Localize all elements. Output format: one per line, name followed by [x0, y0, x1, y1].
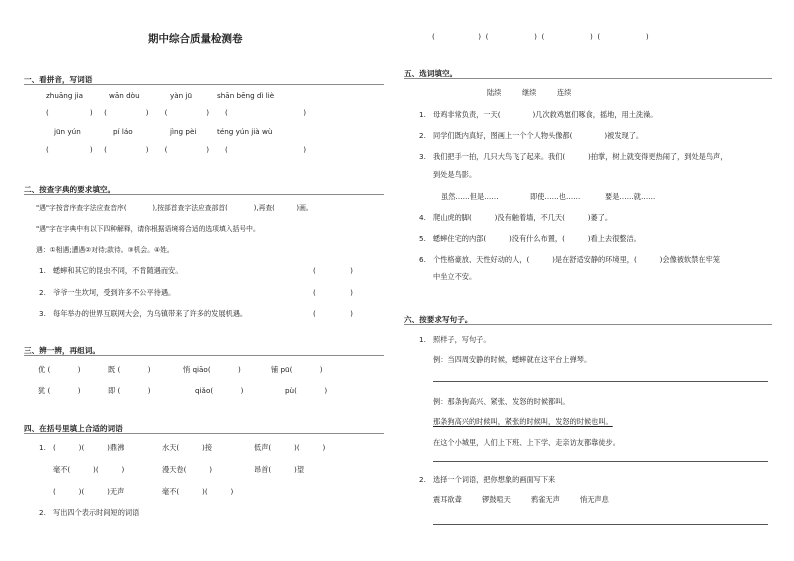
s3-word-8[interactable]: pù( ): [285, 386, 328, 395]
s4-idiom-8[interactable]: 毫不( )( ): [162, 487, 234, 496]
s6-item-1-text: 照样子，写句子。: [433, 335, 491, 344]
pinyin-3: yàn jū: [170, 91, 193, 100]
s5-conj-1: 虽然……但是……: [441, 192, 499, 201]
s4-item-2-num: 2.: [39, 508, 46, 517]
s3-word-4[interactable]: 铺 pū( ): [271, 365, 323, 374]
s4-idiom-4[interactable]: 毫不( )( ): [53, 465, 125, 474]
section-1-heading: 一、看拼音，写词语: [24, 75, 93, 84]
s2-item-num: 1.: [39, 266, 46, 275]
s6-example-2: 例：那条狗高兴、紧张、发怒的时候都叫。: [433, 397, 570, 406]
s2-item-text: 蟋蟀和其它的昆虫不同，不肯随遇而安。: [53, 266, 183, 275]
page-title: 期中综合质量检测卷: [148, 33, 243, 45]
s2-line-2: "遇"字在字典中有以下四种解释，请你根据语境将合适的选项填入括号中。: [36, 225, 260, 233]
s4-idiom-2[interactable]: 水天( )接: [162, 443, 213, 452]
s4-idiom-7[interactable]: ( )( )无声: [53, 487, 125, 496]
s2-line-1: "遇"字按音序查字法应查音序( ),按部首查字法应查部首( ),再查( )画。: [36, 204, 313, 212]
answer-line-1[interactable]: [433, 381, 768, 382]
blank-row-1[interactable]: ( ) ( ) ( ) ( ): [46, 108, 307, 117]
pinyin-7: jìng pèi: [170, 127, 197, 136]
s3-word-1[interactable]: 优 ( ): [38, 365, 81, 374]
s2-item-paren[interactable]: ( ): [313, 309, 353, 318]
s2-item-num: 2.: [39, 288, 46, 297]
s6-word-2: 锣鼓喧天: [482, 495, 511, 504]
section-6-heading: 六、按要求写句子。: [404, 315, 473, 324]
top-right-blanks: ( ) ( ) ( ) ( ): [432, 32, 649, 41]
s6-item-1-num: 1.: [419, 335, 426, 344]
pinyin-1: zhuāng jia: [46, 91, 84, 100]
s2-item-text: 每年举办的世界互联网大会，为乌镇带来了许多的发展机遇。: [53, 309, 248, 318]
s6-word-4: 悄无声息: [580, 495, 609, 504]
s3-word-5[interactable]: 犹 ( ): [38, 386, 81, 395]
section-5-rule: [404, 78, 772, 79]
s4-idiom-3[interactable]: 低声( )( ): [254, 443, 326, 452]
s2-line-3: 遇：①相遇;遭遇②对待;款待。③机会。④姓。: [36, 246, 174, 254]
s5-item-num: 5.: [419, 234, 426, 243]
s6-item-2-num: 2.: [419, 475, 426, 484]
s5-item-text: 我们把手一拍，几只大鸟飞了起来。我们( )拍掌，树上就变得更热闹了，到处是鸟声，: [433, 152, 728, 161]
s5-item-text: 蟋蟀住宅的内部( )没有什么布置，( )看上去很整洁。: [433, 234, 641, 243]
section-3-heading: 三、辨一辨，再组词。: [24, 346, 100, 355]
s5-option-2: 继续: [522, 88, 537, 97]
s2-item-text: 爷爷一生坎坷，受到许多不公平待遇。: [53, 288, 176, 297]
s6-word-1: 震耳欲聋: [433, 495, 462, 504]
section-2-heading: 二、按查字典的要求填空。: [24, 185, 116, 194]
section-2-rule: [24, 194, 384, 195]
s5-option-3: 连续: [557, 88, 572, 97]
s4-idiom-1[interactable]: ( )( )鼎沸: [53, 443, 125, 452]
s4-idiom-6[interactable]: 昂首( )望: [254, 465, 305, 474]
pinyin-4: shān bēng dì liè: [217, 91, 275, 100]
s6-line-extra: 在这个小城里，人们上下班、上下学、走亲访友都靠徒步。: [433, 438, 620, 447]
s5-item-text: 爬山虎的脚( )没有触着墙，不几天( )萎了。: [433, 213, 613, 222]
s5-item-num: 4.: [419, 213, 426, 222]
s5-item-num: 1.: [419, 110, 426, 119]
s2-item-num: 3.: [39, 309, 46, 318]
s5-item-text: 个性格豪放、天性好动的人，( )是在舒适安静的环境里，( )会像被软禁在牢笼: [433, 255, 720, 264]
s6-example-1: 例：当四周安静的时候，蟋蟀就在这平台上弹琴。: [433, 355, 592, 364]
s6-word-3: 鸦雀无声: [531, 495, 560, 504]
s4-num-1: 1.: [39, 443, 46, 452]
s5-item-text: 母鸡非常负责，一天( )几次救鸡崽们啄食，摇地，用土洗澡。: [433, 110, 658, 119]
s5-conj-3: 要是……就……: [605, 192, 656, 201]
s5-item-num: 6.: [419, 255, 426, 264]
s5-option-1: 陆续: [487, 88, 502, 97]
section-3-rule: [24, 355, 384, 356]
section-1-rule: [24, 84, 384, 85]
s3-word-6[interactable]: 即 ( ): [108, 386, 151, 395]
s3-word-7[interactable]: qiǎo( ): [195, 386, 244, 395]
s3-word-2[interactable]: 既 ( ): [108, 365, 151, 374]
s6-underlined-sentence: 那条狗高兴的时候叫，紧张的时候叫，发怒的时候也叫。: [433, 417, 613, 426]
s4-idiom-5[interactable]: 漫天卷( ): [162, 465, 213, 474]
section-4-heading: 四、在括号里填上合适的词语: [24, 424, 123, 433]
pinyin-2: wān dòu: [109, 91, 140, 100]
pinyin-5: jūn yún: [54, 127, 81, 136]
s5-item-num: 3.: [419, 152, 426, 161]
s2-item-paren[interactable]: ( ): [313, 266, 353, 275]
s4-item-2-text: 写出四个表示时间短的词语: [53, 508, 140, 517]
answer-line-3[interactable]: [433, 524, 768, 525]
pinyin-6: pí láo: [113, 127, 133, 136]
pinyin-8: téng yún jià wù: [217, 127, 273, 136]
answer-line-2[interactable]: [433, 461, 768, 462]
s5-item-3-cont: 到处是鸟影。: [433, 170, 477, 179]
s5-item-text: 同学们既内真好，图画上一个个人物头像都( )被发现了。: [433, 131, 644, 140]
s5-conj-2: 即使……也……: [530, 192, 581, 201]
section-5-heading: 五、选词填空。: [404, 69, 458, 78]
s2-item-paren[interactable]: ( ): [313, 288, 353, 297]
section-4-rule: [24, 433, 384, 434]
s5-item-6-cont: 中坐立不安。: [433, 272, 477, 281]
s3-word-3[interactable]: 悄 qiāo( ): [183, 365, 241, 374]
s6-item-2-text: 选择一个词语，把你想象的画面写下来: [433, 475, 556, 484]
s5-item-num: 2.: [419, 131, 426, 140]
blank-row-2[interactable]: ( ) ( ) ( ) ( ): [46, 145, 307, 154]
section-6-rule: [404, 324, 772, 325]
